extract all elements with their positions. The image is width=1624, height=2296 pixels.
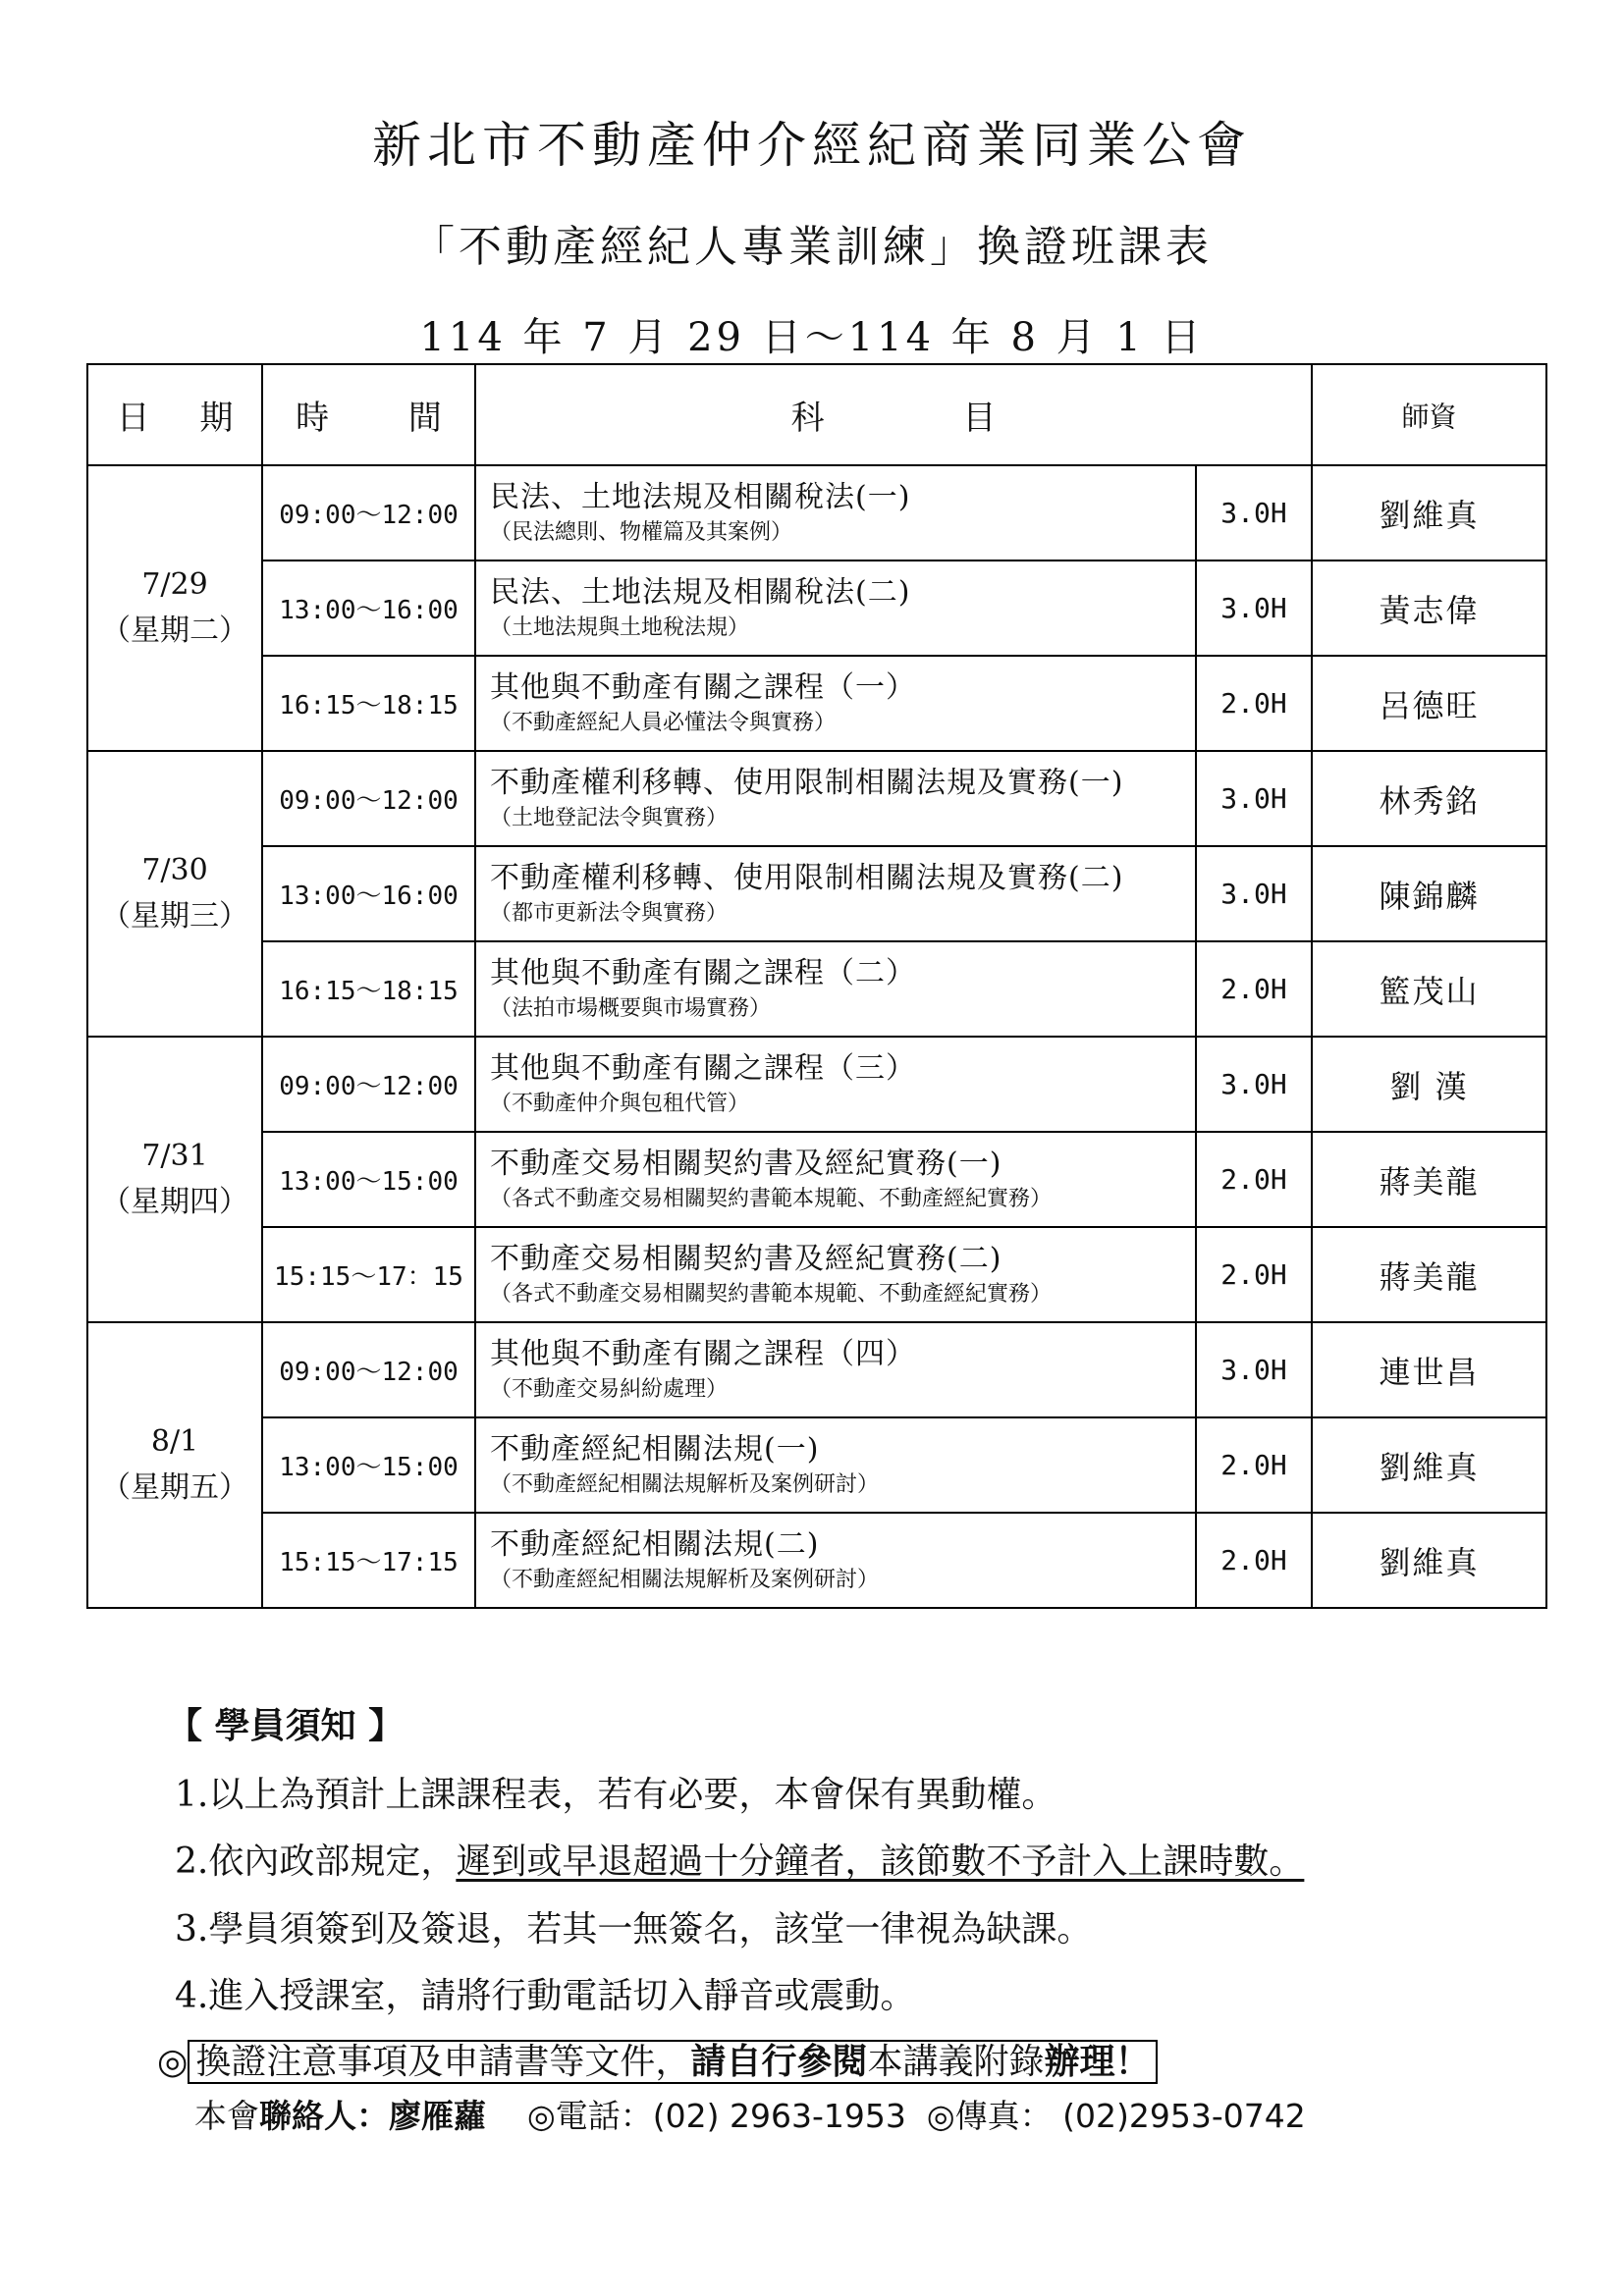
date-cell <box>87 1037 262 1322</box>
notice-item-2 <box>175 1834 1304 1884</box>
subject-detail: （土地登記法令與實務） <box>490 805 729 830</box>
contact-phone: ◎電話：(02) 2963-1953 <box>526 2097 906 2135</box>
hours-cell: 2.0H <box>1196 1417 1312 1513</box>
subject-cell <box>475 656 1196 751</box>
time-cell: 15:15～17:15 <box>262 1513 475 1608</box>
teacher-cell: 呂德旺 <box>1312 656 1546 751</box>
teacher-cell: 劉維真 <box>1312 465 1546 561</box>
table-row <box>87 656 1546 751</box>
time-cell: 09:00～12:00 <box>262 751 475 846</box>
subject-cell <box>475 465 1196 561</box>
hours-cell: 3.0H <box>1196 1037 1312 1132</box>
notice-heading: 【 學員須知 】 <box>167 1706 405 1746</box>
date-cell <box>87 465 262 751</box>
subject-detail: （各式不動產交易相關契約書範本規範、不動產經紀實務） <box>490 1186 1053 1211</box>
document-title: 新北市不動產仲介經紀商業同業公會 <box>372 117 1252 174</box>
subject-title: 民法、土地法規及相關稅法(二) <box>490 574 911 610</box>
hours-cell: 3.0H <box>1196 465 1312 561</box>
weekday-label: （星期三） <box>101 898 248 934</box>
date-label: 8/1 <box>150 1424 199 1459</box>
subject-detail: （不動產交易糾紛處理） <box>490 1376 729 1402</box>
table-row <box>87 751 1546 846</box>
document-subtitle: 「不動產經紀人專業訓練」換證班課表 <box>411 222 1213 272</box>
table-header-row <box>87 364 1546 465</box>
subject-title: 其他與不動產有關之課程（四） <box>490 1336 916 1371</box>
teacher-cell: 劉維真 <box>1312 1513 1546 1608</box>
weekday-label: （星期四） <box>101 1184 248 1219</box>
table-row <box>87 561 1546 656</box>
teacher-cell: 黃志偉 <box>1312 561 1546 656</box>
date-cell <box>87 751 262 1037</box>
contact-fax: ◎傳真： (02)2953-0742 <box>926 2097 1306 2135</box>
contact-line <box>194 2091 1306 2137</box>
documents-note <box>157 2034 1158 2084</box>
notice-item-2-underlined: 遲到或早退超過十分鐘者，該節數不予計入上課時數。 <box>456 1842 1305 1882</box>
time-cell: 13:00～16:00 <box>262 846 475 941</box>
documents-note-a: 換證注意事項及申請書等文件， <box>195 2042 691 2082</box>
subject-title: 不動產權利移轉、使用限制相關法規及實務(一) <box>490 765 1124 800</box>
hours-cell: 2.0H <box>1196 1132 1312 1227</box>
documents-note-b: 請自行參閱 <box>690 2042 868 2082</box>
time-cell: 13:00～15:00 <box>262 1132 475 1227</box>
subject-title: 不動產經紀相關法規(二) <box>490 1526 820 1562</box>
subject-title: 其他與不動產有關之課程（三） <box>490 1050 916 1086</box>
subject-detail: （民法總則、物權篇及其案例） <box>490 519 793 545</box>
date-range: 114 年 7 月 29 日～114 年 8 月 1 日 <box>419 315 1205 360</box>
table-row <box>87 1132 1546 1227</box>
date-label: 7/31 <box>141 1139 208 1173</box>
table-row <box>87 1322 1546 1417</box>
subject-cell <box>475 561 1196 656</box>
time-cell: 16:15～18:15 <box>262 941 475 1037</box>
time-cell: 09:00～12:00 <box>262 1037 475 1132</box>
notice-item-4: 4.進入授課室，請將行動電話切入靜音或震動。 <box>175 1976 916 2016</box>
time-cell: 13:00～15:00 <box>262 1417 475 1513</box>
table-row <box>87 846 1546 941</box>
subject-cell <box>475 1037 1196 1132</box>
subject-detail: （不動產仲介與包租代管） <box>490 1091 750 1116</box>
subject-title: 其他與不動產有關之課程（一） <box>490 669 916 705</box>
weekday-label: （星期二） <box>101 613 248 648</box>
time-cell: 09:00～12:00 <box>262 465 475 561</box>
circle-marker-icon: ◎ <box>157 2042 189 2082</box>
subject-cell <box>475 1322 1196 1417</box>
subject-title: 不動產交易相關契約書及經紀實務(二) <box>490 1241 1002 1276</box>
table-row <box>87 1513 1546 1608</box>
subject-title: 其他與不動產有關之課程（二） <box>490 955 916 990</box>
subject-cell <box>475 1513 1196 1608</box>
teacher-cell: 蔣美龍 <box>1312 1227 1546 1322</box>
hours-cell: 3.0H <box>1196 1322 1312 1417</box>
subject-detail: （各式不動產交易相關契約書範本規範、不動產經紀實務） <box>490 1281 1053 1307</box>
notice-item-2-prefix: 2.依內政部規定， <box>175 1842 457 1882</box>
notice-item-1: 1.以上為預計上課課程表，若有必要，本會保有異動權。 <box>175 1775 1057 1815</box>
subject-cell <box>475 941 1196 1037</box>
notice-item-3: 3.學員須簽到及簽退，若其一無簽名，該堂一律視為缺課。 <box>175 1909 1093 1949</box>
subject-cell <box>475 1132 1196 1227</box>
hours-cell: 3.0H <box>1196 846 1312 941</box>
date-label: 7/29 <box>141 567 208 602</box>
table-row <box>87 1417 1546 1513</box>
hours-cell: 2.0H <box>1196 1513 1312 1608</box>
teacher-cell: 陳錦麟 <box>1312 846 1546 941</box>
contact-prefix: 本會 <box>194 2097 259 2135</box>
subject-title: 不動產交易相關契約書及經紀實務(一) <box>490 1146 1002 1181</box>
subject-detail: （土地法規與土地稅法規） <box>490 614 750 640</box>
teacher-cell: 劉維真 <box>1312 1417 1546 1513</box>
hours-cell: 2.0H <box>1196 941 1312 1037</box>
time-cell: 16:15～18:15 <box>262 656 475 751</box>
teacher-cell: 林秀銘 <box>1312 751 1546 846</box>
subject-detail: （不動產經紀相關法規解析及案例研討） <box>490 1567 880 1592</box>
table-row <box>87 465 1546 561</box>
subject-cell <box>475 1227 1196 1322</box>
teacher-cell: 劉 漢 <box>1312 1037 1546 1132</box>
time-cell: 13:00～16:00 <box>262 561 475 656</box>
subject-detail: （不動產經紀相關法規解析及案例研討） <box>490 1471 880 1497</box>
hours-cell: 2.0H <box>1196 1227 1312 1322</box>
subject-title: 不動產經紀相關法規(一) <box>490 1431 820 1467</box>
subject-detail: （不動產經紀人員必懂法令與實務） <box>490 710 837 735</box>
hours-cell: 2.0H <box>1196 656 1312 751</box>
header-date: 日 期 <box>87 364 262 465</box>
table-row <box>87 1037 1546 1132</box>
teacher-cell: 籃茂山 <box>1312 941 1546 1037</box>
subject-cell <box>475 846 1196 941</box>
date-cell <box>87 1322 262 1608</box>
hours-cell: 3.0H <box>1196 751 1312 846</box>
header-teacher: 師資 <box>1312 364 1546 465</box>
time-cell: 09:00～12:00 <box>262 1322 475 1417</box>
date-label: 7/30 <box>141 853 208 887</box>
header-time: 時 間 <box>262 364 475 465</box>
subject-detail: （法拍市場概要與市場實務） <box>490 995 772 1021</box>
time-cell: 15:15～17：15 <box>262 1227 475 1322</box>
table-row <box>87 941 1546 1037</box>
teacher-cell: 蔣美龍 <box>1312 1132 1546 1227</box>
schedule-table <box>86 363 1547 1609</box>
subject-title: 不動產權利移轉、使用限制相關法規及實務(二) <box>490 860 1124 895</box>
header-subject: 科 目 <box>475 364 1312 465</box>
documents-note-d: 辦理！ <box>1044 2042 1151 2082</box>
teacher-cell: 連世昌 <box>1312 1322 1546 1417</box>
contact-person: 聯絡人：廖雁蘿 <box>259 2097 486 2135</box>
table-row <box>87 1227 1546 1322</box>
documents-note-c: 本講義附錄 <box>867 2042 1045 2082</box>
subject-cell <box>475 1417 1196 1513</box>
subject-cell <box>475 751 1196 846</box>
hours-cell: 3.0H <box>1196 561 1312 656</box>
subject-title: 民法、土地法規及相關稅法(一) <box>490 479 911 514</box>
weekday-label: （星期五） <box>101 1469 248 1505</box>
subject-detail: （都市更新法令與實務） <box>490 900 729 926</box>
